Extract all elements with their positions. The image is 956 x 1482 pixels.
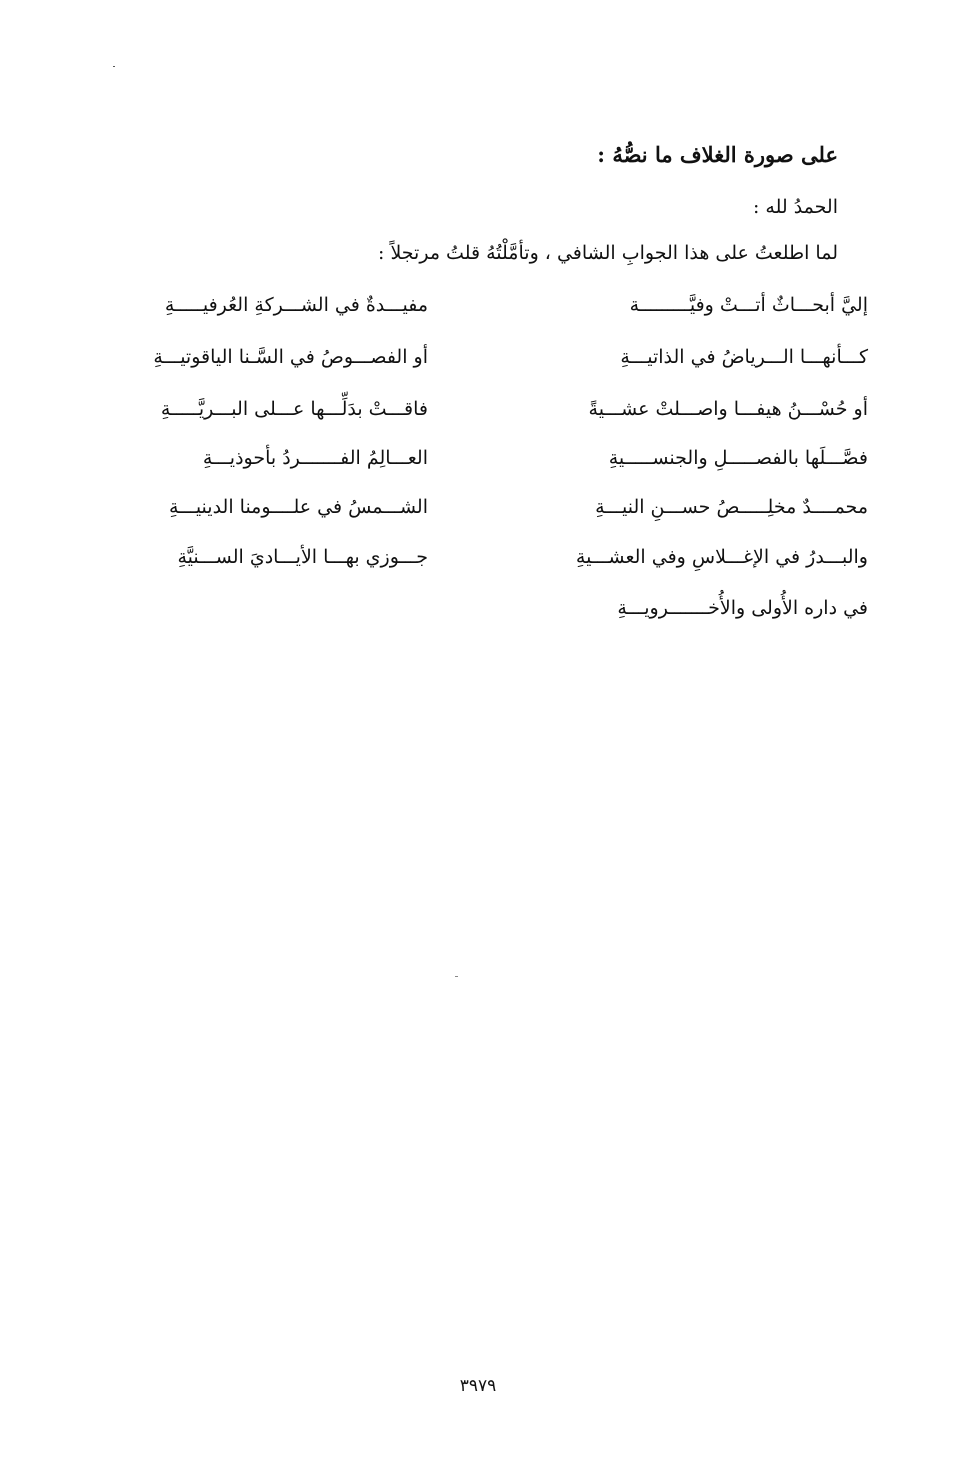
intro-line: لما اطلعتُ على هذا الجوابِ الشافي ، وتأمَّلْتُهُ قلتُ مرتجلاً :	[378, 242, 838, 264]
verse-6-second-hemistich: جـــوزي بهـــا الأيـــاديَ الســـنيَّةِ	[177, 546, 428, 568]
page-number: ٣٩٧٩	[459, 1376, 497, 1396]
verse-4-second-hemistich: العـــالِمُ الفـــــــردُ بأحوذيـــةِ	[202, 447, 428, 469]
verse-1-first-hemistich: إليَّ أبحـــاثٌ أتـــتْ وفيَّـــــــــة	[629, 294, 868, 316]
scan-speck	[113, 66, 115, 67]
verse-1-second-hemistich: مفيـــدةٌ في الشـــركةِ العُرفيـــــةِ	[164, 294, 428, 316]
scan-speck	[455, 976, 458, 977]
verse-3-first-hemistich: أو حُسْـــنُ هيفـــا واصـــلتْ عشـــيةً	[588, 398, 868, 420]
verse-5-second-hemistich: الشـــمسُ في علــــومنا الدينيـــةِ	[168, 496, 428, 518]
verse-2-second-hemistich: أو الفصـــوصُ في السَّـنا الياقوتيـــةِ	[153, 346, 428, 368]
verse-4-first-hemistich: فصَّـــلَها بالفصـــــلِ والجنســـــيةِ	[608, 447, 868, 469]
verse-6-first-hemistich: والبـــدرُ في الإغـــلاسِ وفي العشـــيةِ	[575, 546, 868, 568]
verse-7-first-hemistich: في داره الأُولى والأُخـــــــرويـــةِ	[617, 597, 868, 619]
section-heading: على صورة الغلاف ما نصُّهُ :	[597, 142, 838, 167]
verse-3-second-hemistich: فاقـــتْ بدَلِّـــها عـــلى البـــريَّـــــةِ	[160, 398, 428, 420]
verse-2-first-hemistich: كـــأنهـــا الـــرياضُ في الذاتيـــةِ	[620, 346, 868, 368]
hamd-line: الحمدُ لله :	[752, 196, 838, 218]
verse-5-first-hemistich: محمــــدٌ مخلِـــــصُ حســـنِ النيـــةِ	[595, 496, 868, 518]
